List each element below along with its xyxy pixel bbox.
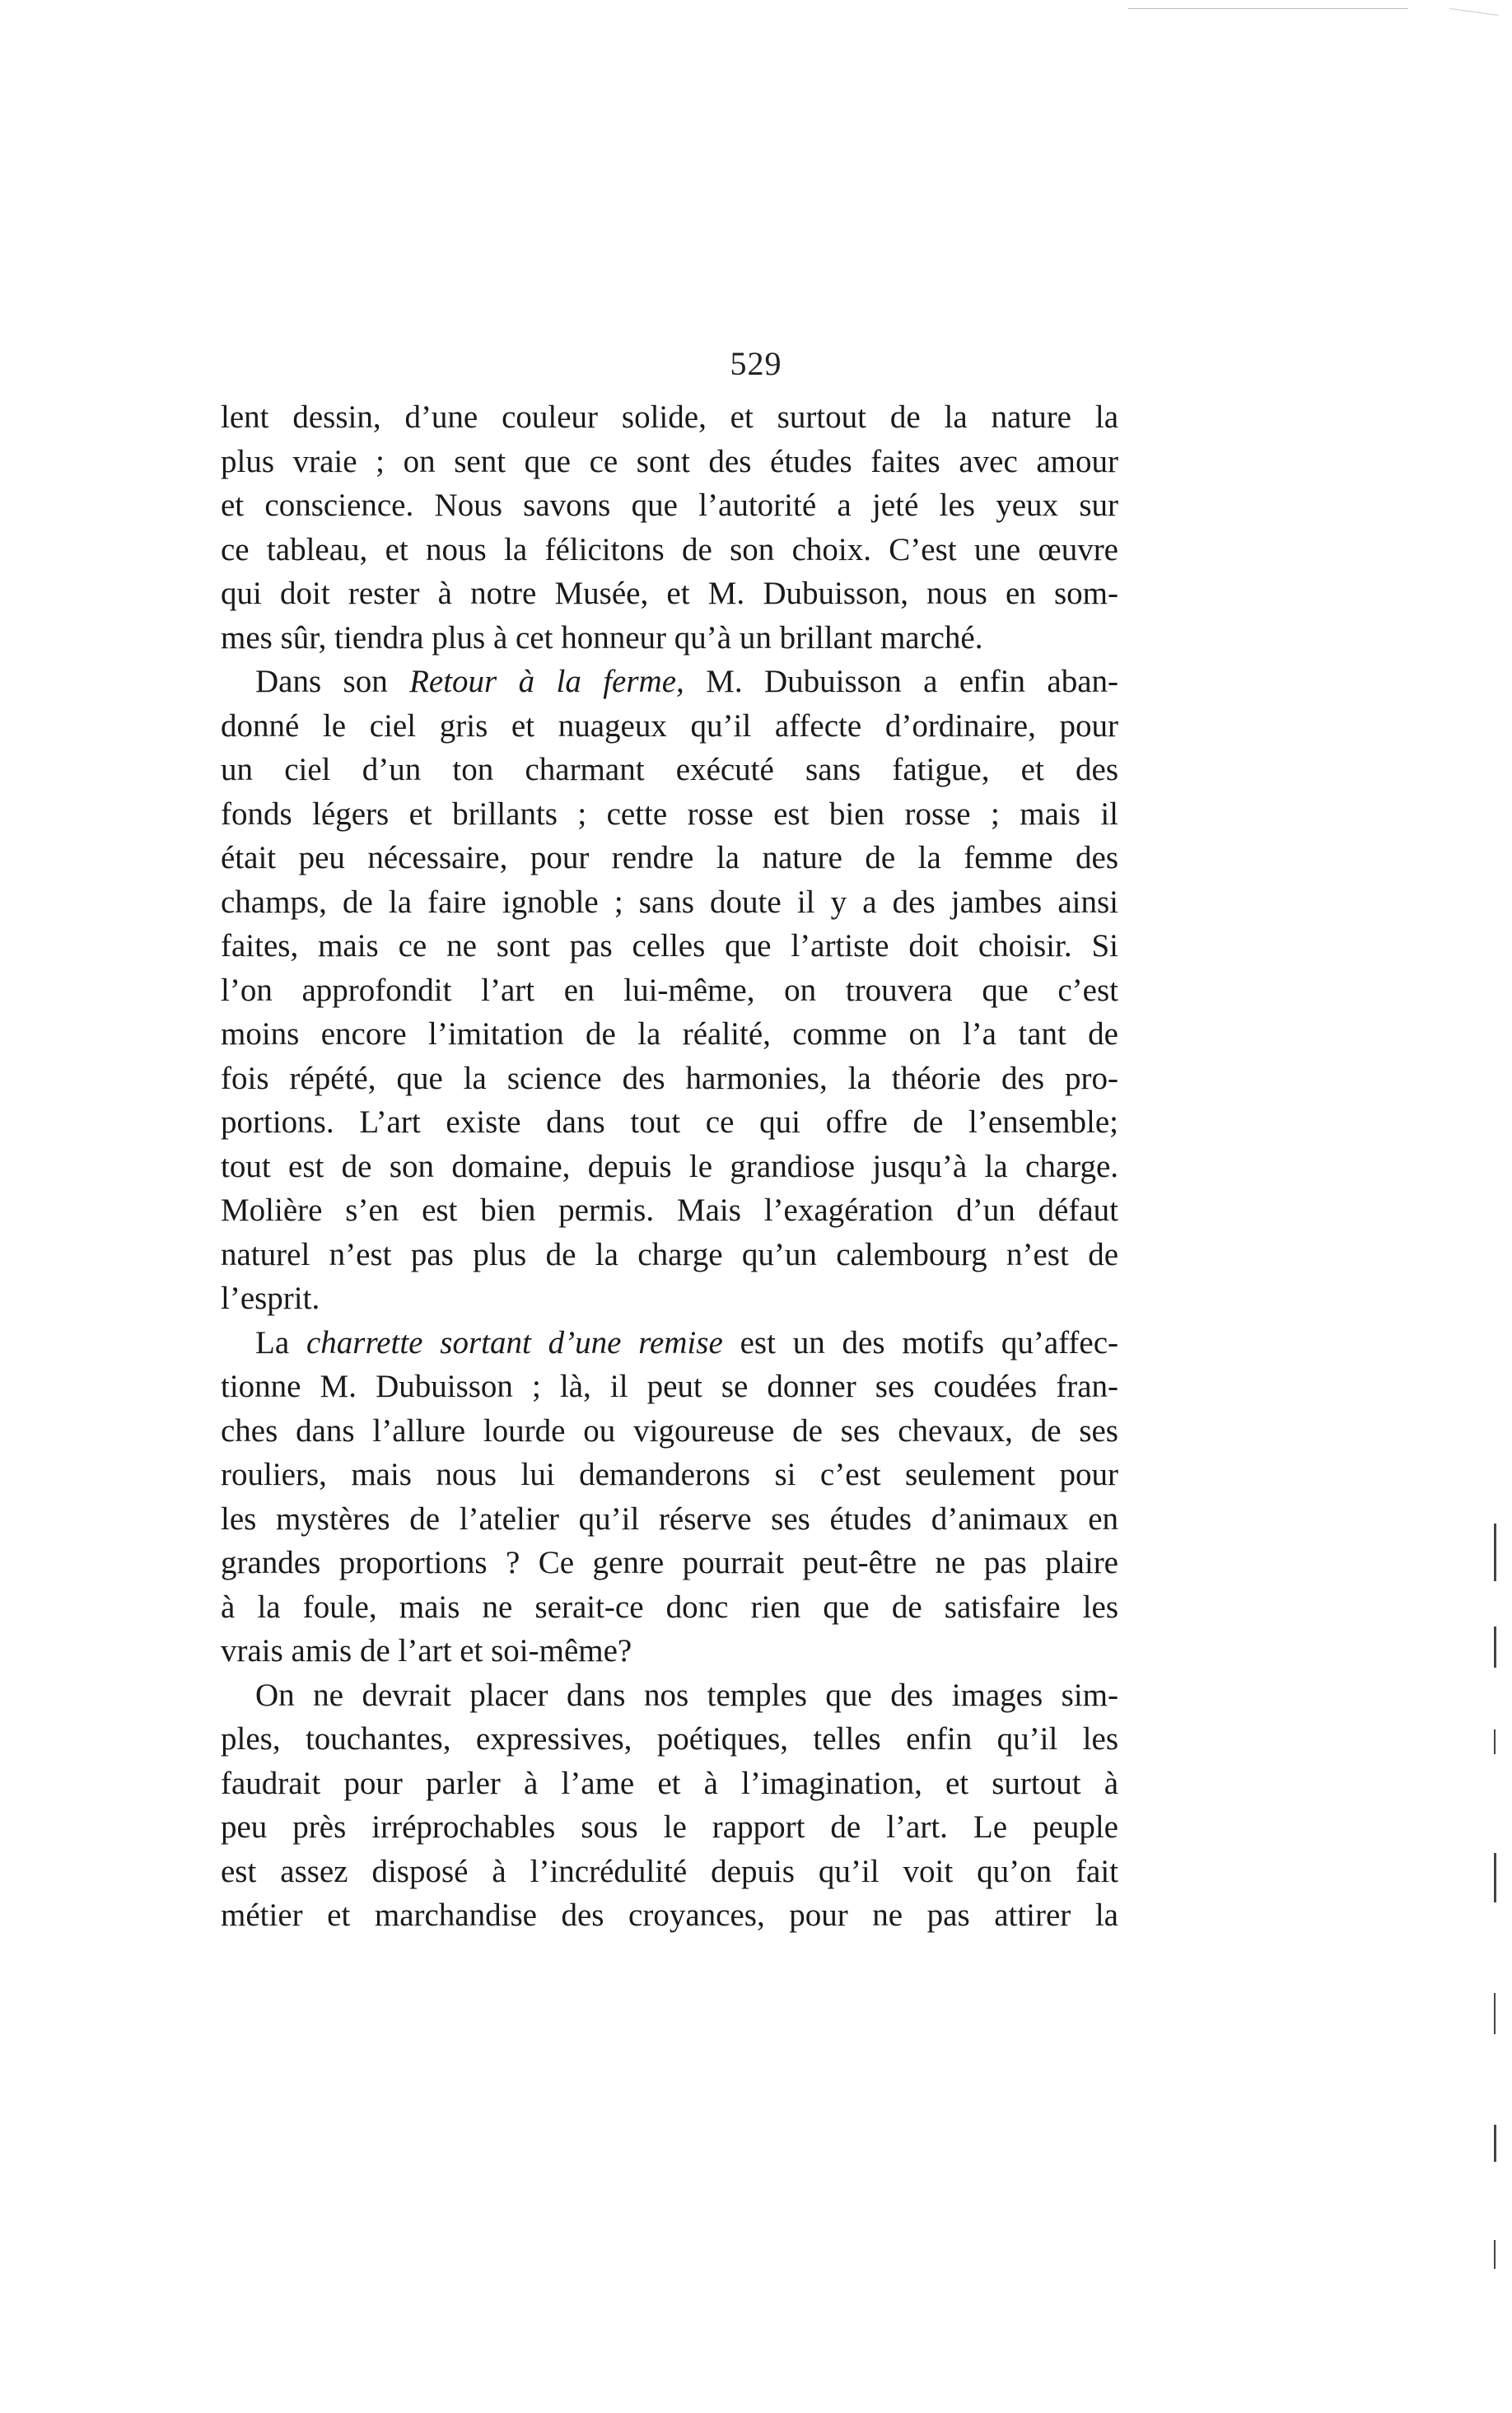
text-line: grandes proportions ? Ce genre pourrait peut-être ne pas plaire xyxy=(221,1545,1118,1580)
text-line: vrais amis de l’art et soi-même? xyxy=(221,1633,632,1669)
text-line: tionne M. Dubuisson ; là, il peut se donner ses coudées fran- xyxy=(221,1369,1118,1404)
text-segment: M. Dubuisson a enfin aban- xyxy=(684,664,1118,699)
text-line: ce tableau, et nous la félicitons de son choix. C’est une œuvre xyxy=(221,531,1118,567)
text-line: lent dessin, d’une couleur solide, et surtout de la nature la xyxy=(221,399,1118,435)
text-line: un ciel d’un ton charmant exécuté sans fatigue, et des xyxy=(221,752,1118,787)
text-line xyxy=(221,1321,1118,1365)
italic-title: Retour à la ferme, xyxy=(409,664,684,699)
scan-artifact xyxy=(1494,1993,1496,2034)
text-line: tout est de son domaine, depuis le grandiose jusqu’à la charge. xyxy=(221,1148,1118,1184)
scan-artifact xyxy=(1494,1729,1496,1754)
text-line: faites, mais ce ne sont pas celles que l’artiste doit choisir. Si xyxy=(221,928,1118,964)
text-line: moins encore l’imitation de la réalité, comme on l’a tant de xyxy=(221,1016,1118,1052)
text-line: fonds légers et brillants ; cette rosse est bien rosse ; mais il xyxy=(221,796,1118,832)
text-line: portions. L’art existe dans tout ce qui offre de l’ensemble; xyxy=(221,1104,1118,1140)
text-line: On ne devrait placer dans nos temples que des images sim- xyxy=(255,1677,1118,1713)
body-text xyxy=(221,395,1118,1938)
text-line: métier et marchandise des croyances, pour ne pas attirer la xyxy=(221,1897,1118,1933)
text-line: à la foule, mais ne serait-ce donc rien que de satisfaire les xyxy=(221,1589,1118,1625)
text-line: mes sûr, tiendra plus à cet honneur qu’à un brillant marché. xyxy=(221,619,983,656)
scan-artifact xyxy=(1494,1524,1496,1581)
text-line: ches dans l’allure lourde ou vigoureuse de ses chevaux, de ses xyxy=(221,1412,1118,1449)
page-number: 529 xyxy=(730,345,782,382)
text-line: et conscience. Nous savons que l’autorité a jeté les yeux sur xyxy=(221,488,1118,523)
text-line: fois répété, que la science des harmonies, la théorie des pro- xyxy=(221,1060,1118,1096)
text-line: faudrait pour parler à l’ame et à l’imagination, et surtout à xyxy=(221,1765,1118,1801)
text-segment: Dans son xyxy=(255,664,410,699)
text-line: était peu nécessaire, pour rendre la nature de la femme des xyxy=(221,840,1118,875)
scan-edge-mark xyxy=(1449,8,1499,16)
text-segment: est un des motifs qu’affec- xyxy=(722,1324,1119,1361)
text-line: champs, de la faire ignoble ; sans doute il y a des jambes ainsi xyxy=(221,884,1118,920)
text-line: ples, touchantes, expressives, poétiques, telles enfin qu’il les xyxy=(221,1721,1118,1757)
scan-edge-mark xyxy=(1128,8,1408,9)
text-line: qui doit rester à notre Musée, et M. Dubuisson, nous en som- xyxy=(221,576,1118,611)
text-line: donné le ciel gris et nuageux qu’il affecte d’ordinaire, pour xyxy=(221,707,1118,744)
text-line: peu près irréprochables sous le rapport de l’art. Le peuple xyxy=(221,1809,1118,1845)
text-line: naturel n’est pas plus de la charge qu’un calembourg n’est de xyxy=(221,1236,1118,1272)
scan-artifact xyxy=(1494,2240,1496,2269)
text-line: plus vraie ; on sent que ce sont des études faites avec amour xyxy=(221,443,1118,479)
text-line: l’on approfondit l’art en lui-même, on trouvera que c’est xyxy=(221,972,1118,1008)
text-line: est assez disposé à l’incrédulité depuis qu’il voit qu’on fait xyxy=(221,1853,1118,1889)
scan-artifact xyxy=(1494,1853,1496,1902)
text-line: les mystères de l’atelier qu’il réserve ses études d’animaux en xyxy=(221,1501,1118,1537)
scan-artifact xyxy=(1494,1627,1496,1668)
text-line: l’esprit. xyxy=(221,1281,320,1316)
text-segment: La xyxy=(255,1324,306,1361)
scan-artifact xyxy=(1494,2125,1496,2162)
text-line: rouliers, mais nous lui demanderons si c’est seulement pour xyxy=(221,1457,1118,1492)
text-line xyxy=(221,660,1118,704)
text-line: Molière s’en est bien permis. Mais l’exagération d’un défaut xyxy=(221,1192,1118,1228)
italic-title: charrette sortant d’une remise xyxy=(306,1324,723,1361)
